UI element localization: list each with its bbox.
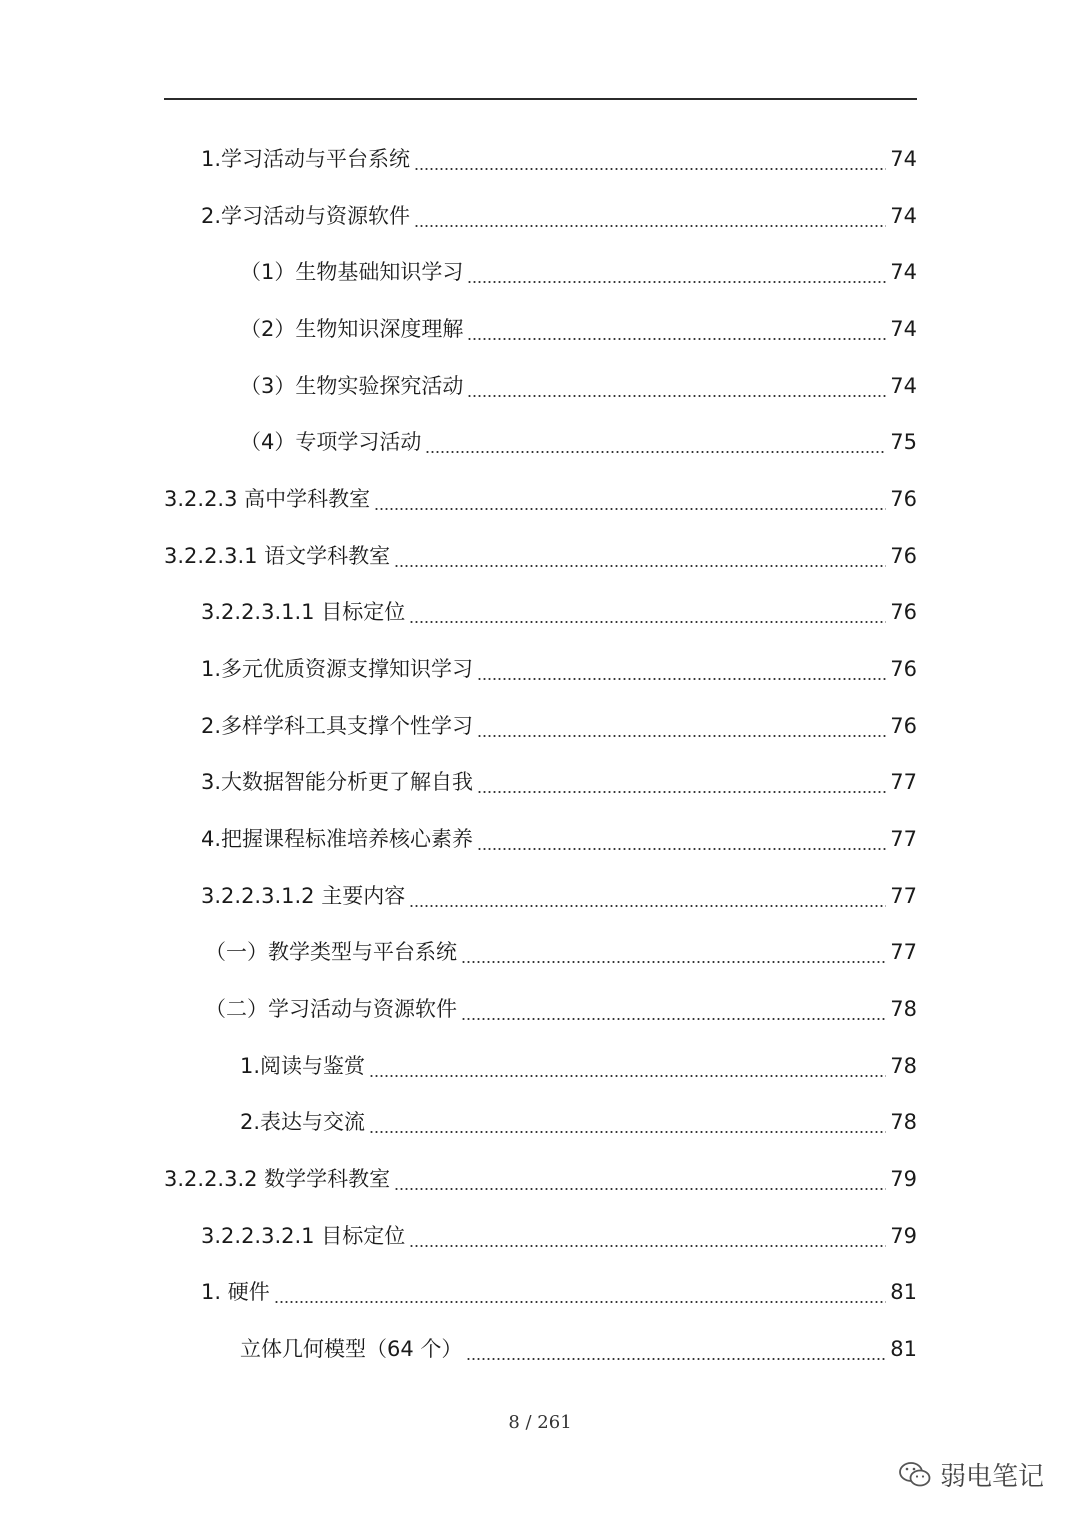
toc-entry-title: 3.2.2.3 高中学科教室 [164, 487, 371, 511]
toc-entry[interactable] [164, 528, 917, 584]
toc-entry[interactable] [240, 244, 917, 300]
toc-entry-page: 77 [890, 884, 917, 908]
toc-entry-title: 2.多样学科工具支撑个性学习 [201, 714, 474, 738]
toc-entry-title: 3.2.2.3.1 语文学科教室 [164, 544, 391, 568]
toc-entry[interactable] [201, 1208, 917, 1264]
toc-entry[interactable] [240, 1038, 917, 1094]
toc-entry-page: 81 [890, 1280, 917, 1304]
watermark-text: 弱电笔记 [940, 1462, 1045, 1492]
toc-entry[interactable] [164, 1151, 917, 1207]
toc-entry-title: 2.表达与交流 [240, 1110, 366, 1134]
toc-entry-page: 76 [890, 544, 917, 568]
toc-entry-page: 74 [890, 147, 917, 171]
toc-entry-title: 3.2.2.3.2 数学学科教室 [164, 1167, 391, 1191]
toc-entry-page: 78 [890, 1110, 917, 1134]
dot-leader [369, 1075, 886, 1077]
toc-entry-title: （1）生物基础知识学习 [240, 260, 464, 284]
toc-entry-title: （4）专项学习活动 [240, 430, 422, 454]
toc-entry[interactable] [201, 754, 917, 810]
dot-leader [461, 1018, 886, 1020]
toc-entry-page: 79 [890, 1224, 917, 1248]
toc-entry[interactable] [201, 811, 917, 867]
toc-entry-page: 74 [890, 374, 917, 398]
toc-entry-page: 74 [890, 204, 917, 228]
toc-entry-title: 3.大数据智能分析更了解自我 [201, 770, 474, 794]
toc-entry[interactable] [240, 358, 917, 414]
dot-leader [409, 1245, 886, 1247]
toc-entry-title: 3.2.2.3.2.1 目标定位 [201, 1224, 406, 1248]
toc-entry-title: （二）学习活动与资源软件 [205, 997, 457, 1021]
page-indicator: 8 / 261 [508, 1412, 572, 1433]
dot-leader [414, 225, 886, 227]
toc-entry-title: 3.2.2.3.1.2 主要内容 [201, 884, 406, 908]
toc-entry-page: 78 [890, 1054, 917, 1078]
dot-leader [274, 1301, 887, 1303]
dot-leader [477, 735, 886, 737]
toc-entry-page: 78 [890, 997, 917, 1021]
dot-leader [414, 168, 886, 170]
dot-leader [374, 508, 886, 510]
dot-leader [466, 1358, 886, 1360]
toc-entry-title: 1.阅读与鉴赏 [240, 1054, 366, 1078]
toc-entry-title: 立体几何模型（64 个） [240, 1337, 463, 1361]
toc-entry[interactable] [205, 924, 917, 980]
toc-entry-title: （3）生物实验探究活动 [240, 374, 464, 398]
toc-entry-page: 74 [890, 260, 917, 284]
toc-entry[interactable] [240, 1321, 917, 1377]
toc-entry-page: 76 [890, 714, 917, 738]
toc-entry-page: 77 [890, 770, 917, 794]
toc-entry-title: 1.多元优质资源支撑知识学习 [201, 657, 474, 681]
toc-entry-page: 74 [890, 317, 917, 341]
toc-entry[interactable] [201, 584, 917, 640]
toc-entry-title: 2.学习活动与资源软件 [201, 204, 411, 228]
toc-entry[interactable] [205, 981, 917, 1037]
toc-entry-page: 77 [890, 940, 917, 964]
watermark [898, 1456, 1044, 1493]
dot-leader [477, 678, 886, 680]
toc-entry-title: 1.学习活动与平台系统 [201, 147, 411, 171]
dot-leader [467, 338, 886, 340]
toc-entry[interactable] [201, 188, 917, 244]
dot-leader [394, 565, 886, 567]
toc-entry-page: 76 [890, 657, 917, 681]
header-rule [164, 98, 917, 100]
toc-entry[interactable] [240, 1094, 917, 1150]
toc-entry-title: （2）生物知识深度理解 [240, 317, 464, 341]
dot-leader [467, 395, 886, 397]
toc-entry-page: 76 [890, 600, 917, 624]
dot-leader [425, 451, 886, 453]
dot-leader [369, 1131, 886, 1133]
dot-leader [409, 905, 886, 907]
toc-entry-title: 4.把握课程标准培养核心素养 [201, 827, 474, 851]
toc-entry[interactable] [201, 1264, 917, 1320]
toc-entry-page: 79 [890, 1167, 917, 1191]
dot-leader [394, 1188, 886, 1190]
toc-entry[interactable] [240, 414, 917, 470]
dot-leader [477, 848, 886, 850]
wechat-icon [898, 1460, 932, 1490]
toc-entry[interactable] [201, 131, 917, 187]
toc-entry-page: 81 [890, 1337, 917, 1361]
toc-entry-title: （一）教学类型与平台系统 [205, 940, 457, 964]
toc-entry-title: 1. 硬件 [201, 1280, 270, 1304]
toc-entry[interactable] [201, 698, 917, 754]
dot-leader [461, 961, 886, 963]
toc-entry-page: 77 [890, 827, 917, 851]
toc-entry[interactable] [201, 868, 917, 924]
dot-leader [467, 281, 886, 283]
toc-entry-title: 3.2.2.3.1.1 目标定位 [201, 600, 406, 624]
toc-entry[interactable] [201, 641, 917, 697]
toc-entry-page: 76 [890, 487, 917, 511]
toc-entry-page: 75 [890, 430, 917, 454]
dot-leader [409, 621, 886, 623]
dot-leader [477, 791, 886, 793]
toc-entry[interactable] [240, 301, 917, 357]
toc-entry[interactable] [164, 471, 917, 527]
